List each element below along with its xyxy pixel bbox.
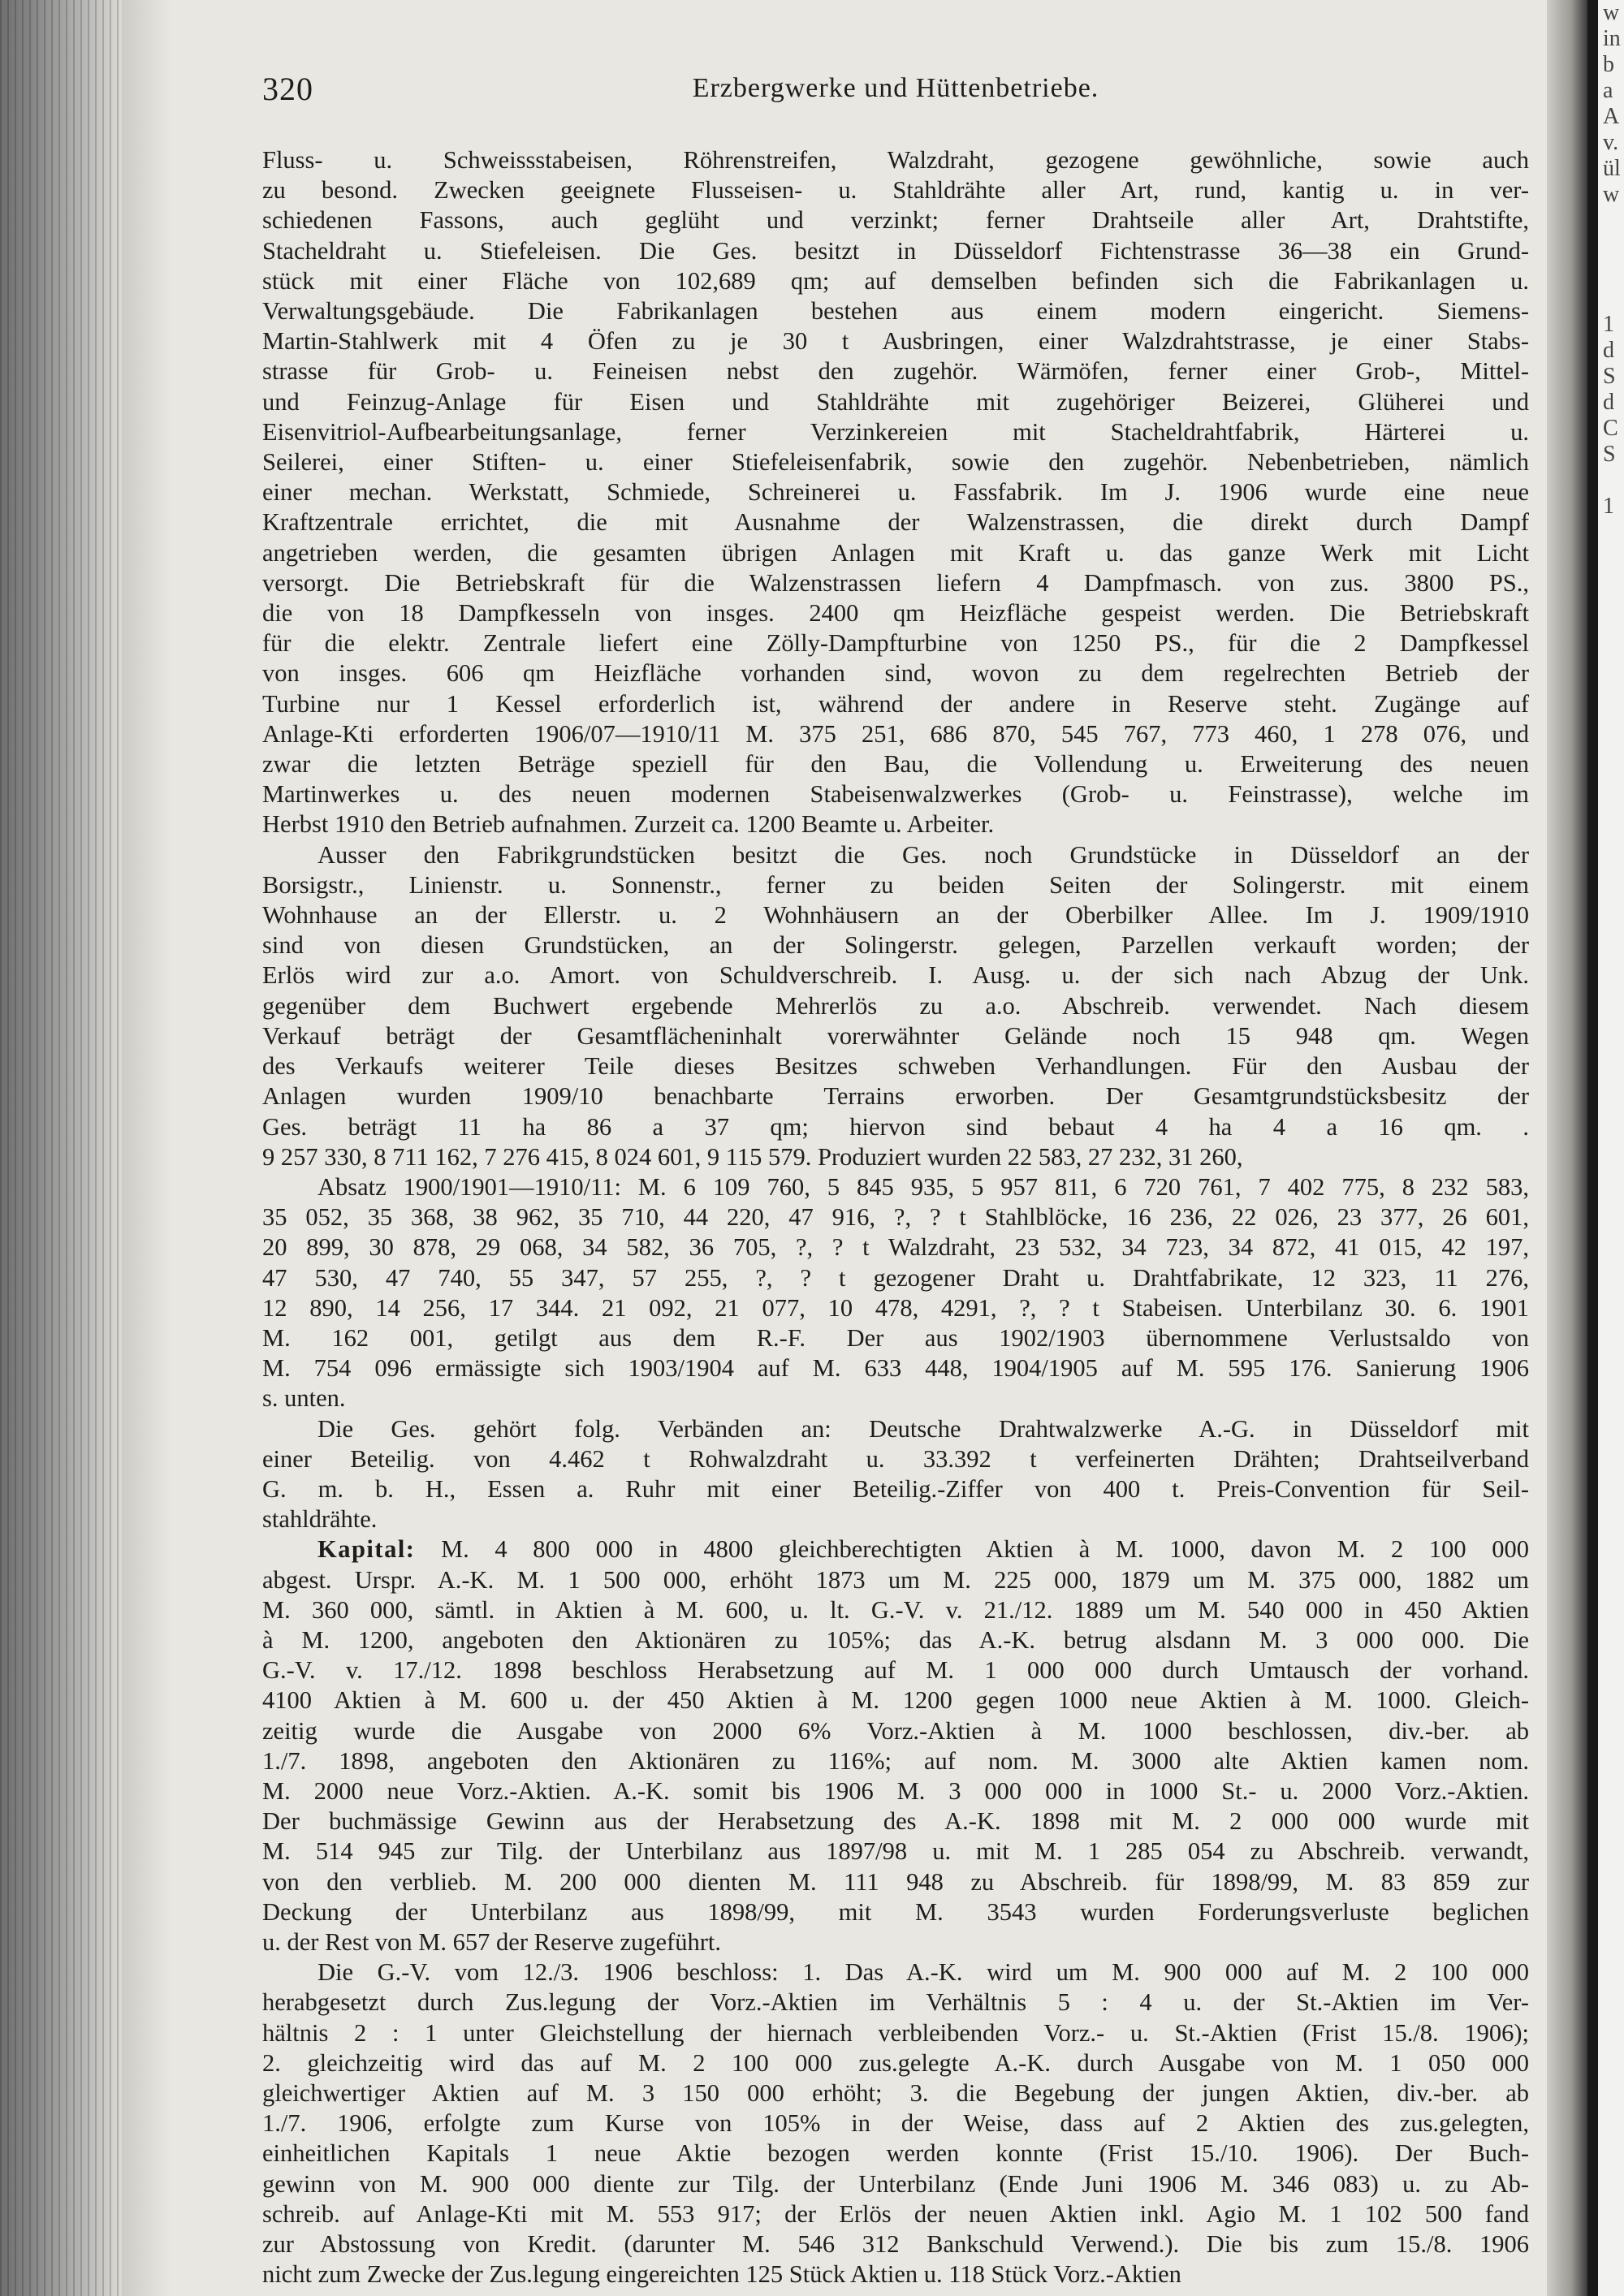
facing-fragment: [1598, 1169, 1624, 1195]
facing-fragment: [1598, 1195, 1624, 1221]
text-line: M. 162 001, getilgt aus dem R.-F. Der aus 1902/1903 übernommene Verlustsaldo von: [262, 1323, 1529, 1352]
book-spine: [0, 0, 122, 2296]
facing-fragment: 1: [1603, 312, 1614, 337]
text-line: Kraftzentrale errichtet, die mit Ausnahme der Walzenstrassen, die direkt durch Dampf: [262, 508, 1529, 537]
facing-fragment: [1598, 468, 1624, 494]
facing-fragment: [1598, 1091, 1624, 1117]
facing-fragment: 1: [1603, 494, 1614, 519]
facing-fragment: d: [1603, 390, 1614, 415]
facing-fragment: ül: [1603, 156, 1621, 181]
text-line: 4100 Aktien à M. 600 u. der 450 Aktien à M. 1200 gegen 1000 neue Aktien à M. 1000. Gleich-: [262, 1686, 1529, 1715]
text-line: die von 18 Dampfkesseln von insges. 2400 qm Heizfläche gespeist werden. Die Betriebskraft: [262, 599, 1529, 628]
text-line: Martin-Stahlwerk mit 4 Öfen zu je 30 t Ausbringen, einer Walzdrahtstrasse, je einer Stabs-: [262, 327, 1529, 356]
kapital-label: Kapital:: [317, 1535, 416, 1564]
text-line: G.-V. v. 17./12. 1898 beschloss Herabsetzung auf M. 1 000 000 durch Umtausch der vorhand.: [262, 1656, 1529, 1685]
gutter-shadow: [122, 0, 171, 2296]
text-line: Anlage-Kti erforderten 1906/07—1910/11 M. 375 251, 686 870, 545 767, 773 460, 1 278 076, und: [262, 719, 1529, 748]
facing-fragment: [1598, 208, 1624, 234]
text-line: Die Ges. gehört folg. Verbänden an: Deutsche Drahtwalzwerke A.-G. in Düsseldorf mit: [317, 1414, 1529, 1443]
facing-fragment: w: [1603, 0, 1620, 25]
text-line: gewinn von M. 900 000 diente zur Tilg. der Unterbilanz (Ende Juni 1906 M. 346 083) u. zu Ab-: [262, 2169, 1529, 2198]
text-line: Der buchmässige Gewinn aus der Herabsetzung des A.-K. 1898 mit M. 2 000 000 wurde mit: [262, 1807, 1529, 1836]
text-line: herabgesetzt durch Zus.legung der Vorz.-Aktien im Verhältnis 5 : 4 u. der St.-Aktien im Ver-: [262, 1988, 1529, 2017]
facing-fragment: d: [1603, 338, 1614, 363]
text-line: 2. gleichzeitig wird das auf M. 2 100 000 zus.gelegte A.-K. durch Ausgabe von M. 1 050 000: [262, 2048, 1529, 2077]
text-line: Ausser den Fabrikgrundstücken besitzt die Ges. noch Grundstücke in Düsseldorf an der: [317, 840, 1529, 869]
text-line: Deckung der Unterbilanz aus 1898/99, mit M. 3543 wurden Forderungsverluste beglichen: [262, 1897, 1529, 1926]
facing-page-fragment: [1598, 0, 1624, 2296]
text-line: gleichwertiger Aktien auf M. 3 150 000 erhöht; 3. die Begebung der jungen Aktien, div.-ber. ab: [262, 2079, 1529, 2107]
text-line: Erlös wird zur a.o. Amort. von Schuldverschreib. I. Ausg. u. der sich nach Abzug der Unk.: [262, 961, 1529, 990]
text-line: schreib. auf Anlage-Kti mit M. 553 917; der Erlös der neuen Aktien inkl. Agio M. 1 102 500 fand: [262, 2199, 1529, 2228]
text-line: Seilerei, einer Stiften- u. einer Stiefeleisenfabrik, sowie den zugehör. Nebenbetrieben, nämlich: [262, 448, 1529, 477]
facing-fragment: [1598, 1143, 1624, 1169]
facing-fragment: [1598, 520, 1624, 546]
text-line: u. der Rest von M. 657 der Reserve zugeführt.: [262, 1927, 721, 1956]
text-line: Borsigstr., Linienstr. u. Sonnenstr., ferner zu beiden Seiten der Solingerstr. mit einem: [262, 870, 1529, 899]
text-line: schiedenen Fassons, auch geglüht und verzinkt; ferner Drahtseile aller Art, Drahtstifte,: [262, 206, 1529, 235]
facing-fragment: [1598, 260, 1624, 286]
facing-fragment: w: [1603, 182, 1620, 207]
text-line: 9 257 330, 8 711 162, 7 276 415, 8 024 601, 9 115 579. Produziert wurden 22 583, 27 232, 31 260,: [262, 1142, 1243, 1171]
text-line: 1./7. 1898, angeboten den Aktionären zu 116%; auf nom. M. 3000 alte Aktien kamen nom.: [262, 1746, 1529, 1775]
text-line: M. 360 000, sämtl. in Aktien à M. 600, u. lt. G.-V. v. 21./12. 1889 um M. 540 000 in 450 Aktien: [262, 1595, 1529, 1624]
text-line: zu besond. Zwecken geeignete Flusseisen- u. Stahldrähte aller Art, rund, kantig u. in ver-: [262, 176, 1529, 205]
facing-fragment: [1598, 650, 1624, 675]
facing-fragment: [1598, 883, 1624, 909]
text-line: Martinwerkes u. des neuen modernen Stabeisenwalzwerkes (Grob- u. Feinstrasse), welche im: [262, 780, 1529, 809]
text-line: M. 2000 neue Vorz.-Aktien. A.-K. somit bis 1906 M. 3 000 000 in 1000 St.- u. 2000 Vorz.-Aktien.: [262, 1776, 1529, 1805]
text-line: Ges. beträgt 11 ha 86 a 37 qm; hiervon sind bebaut 4 ha 4 a 16 qm. .: [262, 1112, 1529, 1141]
text-line: Turbine nur 1 Kessel erforderlich ist, während der andere in Reserve steht. Zugänge auf: [262, 689, 1529, 718]
text-line: zwar die letzten Beträge speziell für den Bau, die Vollendung u. Erweiterung des neuen: [262, 750, 1529, 779]
text-line: von den verblieb. M. 200 000 dienten M. 111 948 zu Abschreib. für 1898/99, M. 83 859 zur: [262, 1867, 1529, 1896]
text-line: nicht zum Zwecke der Zus.legung eingereichten 125 Stück Aktien u. 118 Stück Vorz.-Aktien: [262, 2260, 1181, 2289]
facing-fragment: S: [1603, 442, 1616, 467]
facing-fragment: [1598, 805, 1624, 831]
facing-fragment: [1598, 572, 1624, 598]
text-line: einer Beteilig. von 4.462 t Rohwalzdraht u. 33.392 t verfeinerten Drähten; Drahtseilverband: [262, 1444, 1529, 1473]
facing-fragment: [1598, 935, 1624, 961]
text-line: stück mit einer Fläche von 102,689 qm; auf demselben befinden sich die Fabrikanlagen u.: [262, 266, 1529, 295]
facing-fragment: [1598, 286, 1624, 312]
text-line: Verwaltungsgebäude. Die Fabrikanlagen bestehen aus einem modern eingericht. Siemens-: [262, 297, 1529, 326]
facing-fragment: v.: [1603, 130, 1619, 155]
facing-fragment: [1598, 624, 1624, 650]
text-line: Fluss- u. Schweissstabeisen, Röhrenstreifen, Walzdraht, gezogene gewöhnliche, sowie auch: [262, 146, 1529, 174]
facing-fragment: [1598, 234, 1624, 260]
facing-fragment: [1598, 701, 1624, 727]
text-line: Wohnhause an der Ellerstr. u. 2 Wohnhäusern an der Oberbilker Allee. Im J. 1909/1910: [262, 901, 1529, 930]
facing-fragment: [1598, 1039, 1624, 1065]
facing-fragment: [1598, 1117, 1624, 1143]
text-line: s. unten.: [262, 1384, 346, 1413]
text-line: 35 052, 35 368, 38 962, 35 710, 44 220, 47 916, ?, ? t Stahlblöcke, 16 236, 22 026, 23 377, 26 601,: [262, 1203, 1529, 1232]
text-line-content: M. 4 800 000 in 4800 gleichberechtigten Aktien à M. 1000, davon M. 2 100 000: [415, 1535, 1529, 1564]
facing-fragment: in: [1603, 26, 1621, 51]
text-line: à M. 1200, angeboten den Aktionären zu 105%; das A.-K. betrug alsdann M. 3 000 000. Die: [262, 1625, 1529, 1654]
text-line: 12 890, 14 256, 17 344. 21 092, 21 077, 10 478, 4291, ?, ? t Stabeisen. Unterbilanz 30. 6. 1901: [262, 1293, 1529, 1322]
text-line: abgest. Urspr. A.-K. M. 1 500 000, erhöht 1873 um M. 225 000, 1879 um M. 375 000, 1882 um: [262, 1565, 1529, 1594]
facing-fragment: C: [1603, 416, 1618, 441]
text-line: Verkauf beträgt der Gesamtflächeninhalt vorerwähnter Gelände noch 15 948 qm. Wegen: [262, 1021, 1529, 1050]
facing-fragment: [1598, 598, 1624, 624]
text-line: 1./7. 1906, erfolgte zum Kurse von 105% in der Weise, dass auf 2 Aktien des zus.gelegten,: [262, 2109, 1529, 2138]
text-line: G. m. b. H., Essen a. Ruhr mit einer Beteilig.-Ziffer von 400 t. Preis-Convention für Seil-: [262, 1474, 1529, 1503]
text-line: und Feinzug-Anlage für Eisen und Stahldrähte mit zugehöriger Beizerei, Glüherei und: [262, 387, 1529, 416]
facing-fragment: [1598, 1013, 1624, 1039]
page-number: 320: [262, 71, 313, 107]
text-line: versorgt. Die Betriebskraft für die Walzenstrassen liefern 4 Dampfmasch. von zus. 3800 PS.,: [262, 568, 1529, 597]
facing-fragment: [1598, 909, 1624, 935]
text-line: Absatz 1900/1901—1910/11: M. 6 109 760, 5 845 935, 5 957 811, 6 720 761, 7 402 775, 8 232 583,: [317, 1172, 1529, 1201]
page-header: [262, 70, 1529, 119]
running-title: Erzbergwerke und Hüttenbetriebe.: [692, 73, 1099, 103]
body-text: [262, 145, 1529, 2290]
facing-fragment: [1598, 727, 1624, 753]
facing-fragment: A: [1603, 104, 1620, 129]
facing-fragment: [1598, 546, 1624, 572]
text-line: M. 514 945 zur Tilg. der Unterbilanz aus 1897/98 u. mit M. 1 285 054 zu Abschreib. verwandt,: [262, 1837, 1529, 1866]
facing-fragment: [1598, 831, 1624, 857]
facing-fragment: [1598, 753, 1624, 779]
text-line: strasse für Grob- u. Feineisen nebst den zugehör. Wärmöfen, ferner einer Grob-, Mittel-: [262, 357, 1529, 386]
text-line: 47 530, 47 740, 55 347, 57 255, ?, ? t gezogener Draht u. Drahtfabrikate, 12 323, 11 276,: [262, 1263, 1529, 1292]
facing-fragment: [1598, 1065, 1624, 1091]
text-line: für die elektr. Zentrale liefert eine Zölly-Dampfturbine von 1250 PS., für die 2 Dampfkessel: [262, 629, 1529, 658]
text-line: stahldrähte.: [262, 1505, 378, 1534]
text-line: von insges. 606 qm Heizfläche vorhanden sind, wovon zu dem regelrechten Betrieb der: [262, 659, 1529, 688]
text-line: Eisenvitriol-Aufbearbeitungsanlage, ferner Verzinkereien mit Stacheldrahtfabrik, Härterei u.: [262, 417, 1529, 446]
facing-fragment: b: [1603, 52, 1614, 77]
facing-fragment: [1598, 675, 1624, 701]
text-line: einer mechan. Werkstatt, Schmiede, Schreinerei u. Fassfabrik. Im J. 1906 wurde eine neue: [262, 478, 1529, 507]
text-line: zur Abstossung von Kredit. (darunter M. 546 312 Bankschuld Verwend.). Die bis zum 15./8. 1906: [262, 2230, 1529, 2259]
text-line: Die G.-V. vom 12./3. 1906 beschloss: 1. Das A.-K. wird um M. 900 000 auf M. 2 100 000: [317, 1958, 1529, 1987]
facing-fragment: [1598, 779, 1624, 805]
text-line: 20 899, 30 878, 29 068, 34 582, 36 705, ?, ? t Walzdraht, 23 532, 34 723, 34 872, 41 015, 42 197,: [262, 1233, 1529, 1262]
text-line: des Verkaufs weiterer Teile dieses Besitzes schweben Verhandlungen. Für den Ausbau der: [262, 1052, 1529, 1081]
text-line: Anlagen wurden 1909/10 benachbarte Terrains erworben. Der Gesamtgrundstücksbesitz der: [262, 1082, 1529, 1111]
text-line: gegenüber dem Buchwert ergebende Mehrerlös zu a.o. Abschreib. verwendet. Nach diesem: [262, 991, 1529, 1020]
text-line: zeitig wurde die Ausgabe von 2000 6% Vorz.-Aktien à M. 1000 beschlossen, div.-ber. ab: [262, 1716, 1529, 1745]
text-line: M. 754 096 ermässigte sich 1903/1904 auf M. 633 448, 1904/1905 auf M. 595 176. Sanierung 1906: [262, 1354, 1529, 1383]
page-edge: [1547, 0, 1587, 2296]
facing-fragment: [1598, 857, 1624, 883]
facing-fragment: S: [1603, 364, 1616, 389]
text-line: [262, 1534, 1529, 1564]
facing-fragment: [1598, 961, 1624, 987]
text-line: Herbst 1910 den Betrieb aufnahmen. Zurzeit ca. 1200 Beamte u. Arbeiter.: [262, 810, 995, 839]
facing-fragment: [1598, 987, 1624, 1013]
text-line: sind von diesen Grundstücken, an der Solingerstr. gelegen, Parzellen verkauft worden; der: [262, 931, 1529, 960]
text-line: angetrieben werden, die gesamten übrigen Anlagen mit Kraft u. das ganze Werk mit Licht: [262, 538, 1529, 567]
text-line: Stacheldraht u. Stiefeleisen. Die Ges. besitzt in Düsseldorf Fichtenstrasse 36—38 ein Grund-: [262, 236, 1529, 265]
text-line: einheitlichen Kapitals 1 neue Aktie bezogen werden konnte (Frist 15./10. 1906). Der Buch-: [262, 2139, 1529, 2168]
page-edge-dark-bar: [1587, 0, 1598, 2296]
facing-fragment: a: [1603, 78, 1613, 103]
text-line: hältnis 2 : 1 unter Gleichstellung der hiernach verbleibenden Vorz.- u. St.-Aktien (Frist 15./8. 1906);: [262, 2018, 1529, 2047]
